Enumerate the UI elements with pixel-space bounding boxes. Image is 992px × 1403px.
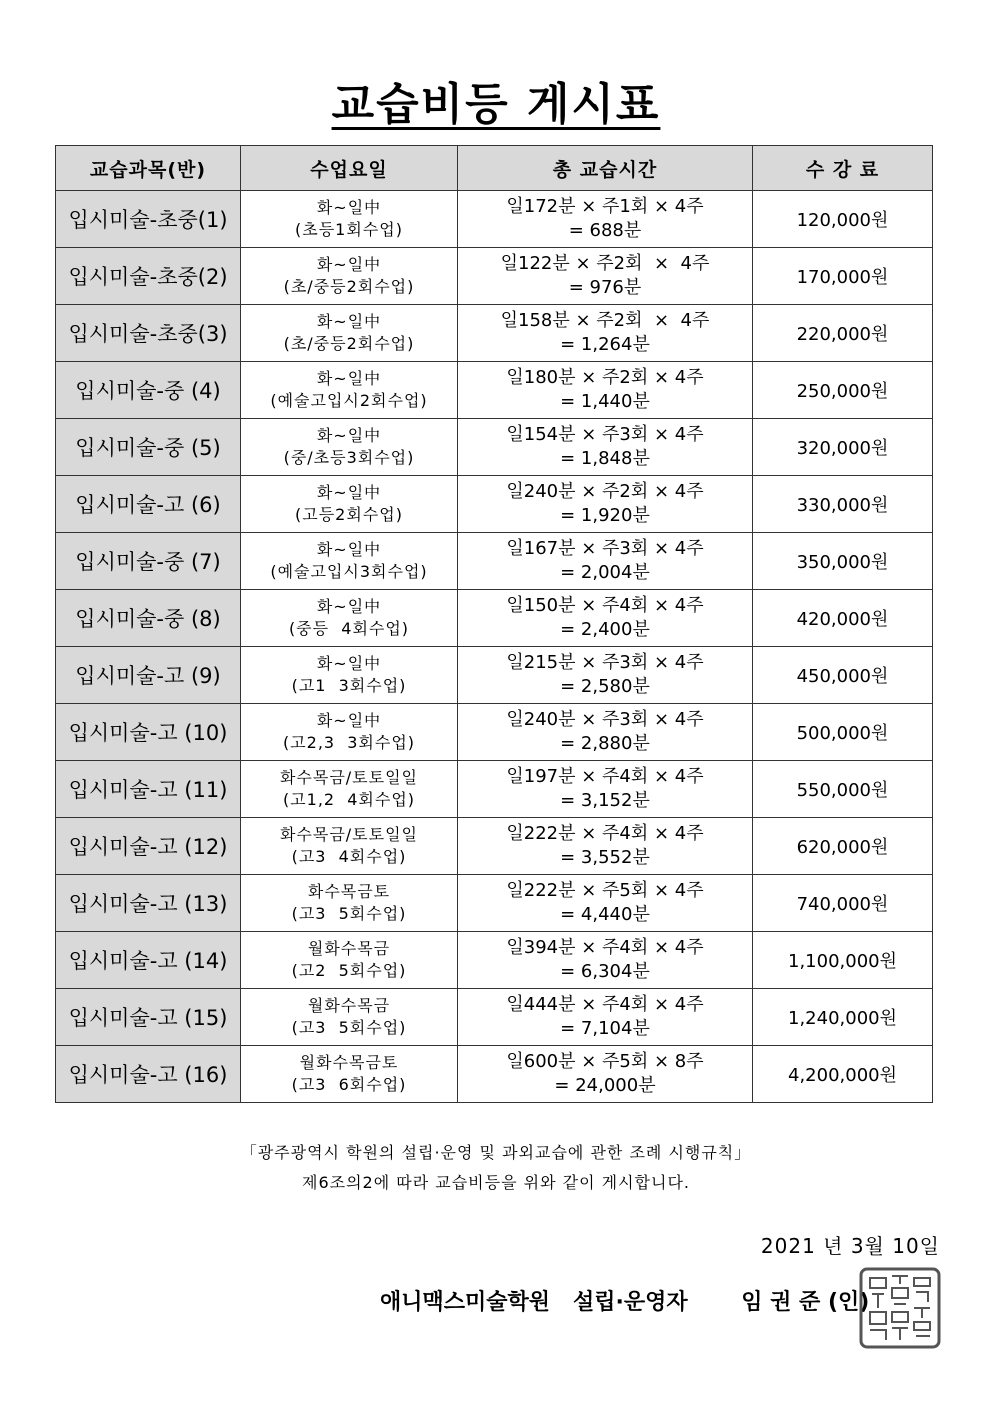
hours-cell bbox=[458, 191, 753, 248]
hours-formula: 일394분 × 주4회 × 4주 bbox=[506, 937, 704, 958]
hours-cell bbox=[458, 818, 753, 875]
days-note: (고3 5회수업) bbox=[291, 1018, 407, 1037]
fee-cell: 220,000원 bbox=[753, 305, 933, 362]
hours-total: = 2,400분 bbox=[560, 619, 650, 640]
hours-total: = 1,264분 bbox=[560, 334, 650, 355]
table-row bbox=[56, 818, 933, 875]
hours-formula: 일122분 × 주2회 × 4주 bbox=[500, 253, 710, 274]
days-text: 화~일中 bbox=[316, 711, 382, 730]
days-note: (예술고입시3회수업) bbox=[270, 562, 428, 581]
hours-total: = 4,440분 bbox=[560, 904, 650, 925]
hours-cell bbox=[458, 761, 753, 818]
days-text: 화~일中 bbox=[316, 540, 382, 559]
hours-cell bbox=[458, 647, 753, 704]
subject-cell: 입시미술-중 (8) bbox=[56, 590, 241, 647]
days-note: (예술고입시2회수업) bbox=[270, 391, 428, 410]
header-fee: 수 강 료 bbox=[753, 146, 933, 191]
days-cell bbox=[241, 533, 458, 590]
fee-table-body bbox=[56, 191, 933, 1103]
days-text: 화~일中 bbox=[316, 312, 382, 331]
table-row bbox=[56, 932, 933, 989]
hours-formula: 일197분 × 주4회 × 4주 bbox=[506, 766, 704, 787]
days-note: (고1 3회수업) bbox=[291, 676, 407, 695]
hours-total: = 24,000분 bbox=[554, 1075, 656, 1096]
fee-cell: 4,200,000원 bbox=[753, 1046, 933, 1103]
fee-cell: 620,000원 bbox=[753, 818, 933, 875]
subject-cell: 입시미술-고 (13) bbox=[56, 875, 241, 932]
subject-cell: 입시미술-고 (14) bbox=[56, 932, 241, 989]
hours-total: = 3,152분 bbox=[560, 790, 650, 811]
fee-cell: 420,000원 bbox=[753, 590, 933, 647]
days-text: 화수목금/토토일일 bbox=[279, 825, 419, 844]
days-cell bbox=[241, 590, 458, 647]
days-cell bbox=[241, 248, 458, 305]
days-cell bbox=[241, 818, 458, 875]
days-cell bbox=[241, 704, 458, 761]
days-text: 월화수목금토 bbox=[299, 1053, 399, 1072]
hours-total: = 1,848분 bbox=[560, 448, 650, 469]
days-text: 화수목금토 bbox=[307, 882, 391, 901]
hours-total: = 1,920분 bbox=[560, 505, 650, 526]
hours-formula: 일600분 × 주5회 × 8주 bbox=[506, 1051, 704, 1072]
hours-cell bbox=[458, 248, 753, 305]
fee-cell: 1,100,000원 bbox=[753, 932, 933, 989]
days-note: (고3 6회수업) bbox=[291, 1075, 407, 1094]
table-row bbox=[56, 362, 933, 419]
days-text: 화~일中 bbox=[316, 654, 382, 673]
fee-cell: 170,000원 bbox=[753, 248, 933, 305]
days-cell bbox=[241, 1046, 458, 1103]
hours-total: = 2,004분 bbox=[560, 562, 650, 583]
subject-cell: 입시미술-고 (15) bbox=[56, 989, 241, 1046]
fee-cell: 500,000원 bbox=[753, 704, 933, 761]
fee-cell: 550,000원 bbox=[753, 761, 933, 818]
table-row bbox=[56, 1046, 933, 1103]
subject-cell: 입시미술-중 (7) bbox=[56, 533, 241, 590]
days-note: (고2 5회수업) bbox=[291, 961, 407, 980]
hours-cell bbox=[458, 704, 753, 761]
hours-total: = 3,552분 bbox=[560, 847, 650, 868]
fee-cell: 120,000원 bbox=[753, 191, 933, 248]
days-text: 화~일中 bbox=[316, 597, 382, 616]
hours-formula: 일222분 × 주4회 × 4주 bbox=[506, 823, 704, 844]
hours-formula: 일158분 × 주2회 × 4주 bbox=[500, 310, 710, 331]
days-cell bbox=[241, 305, 458, 362]
hours-total: = 6,304분 bbox=[560, 961, 650, 982]
days-text: 화~일中 bbox=[316, 369, 382, 388]
days-note: (중등 4회수업) bbox=[288, 619, 410, 638]
days-text: 월화수목금 bbox=[307, 939, 391, 958]
days-note: (중/초등3회수업) bbox=[283, 448, 415, 467]
days-text: 화~일中 bbox=[316, 198, 382, 217]
hours-cell bbox=[458, 875, 753, 932]
hours-cell bbox=[458, 1046, 753, 1103]
days-note: (초/중등2회수업) bbox=[283, 277, 415, 296]
header-total-hours: 총 교습시간 bbox=[458, 146, 753, 191]
hours-formula: 일240분 × 주3회 × 4주 bbox=[506, 709, 704, 730]
official-seal-stamp bbox=[858, 1266, 942, 1350]
page-title-text: 교습비등 게시표 bbox=[331, 79, 661, 130]
table-row bbox=[56, 761, 933, 818]
days-cell bbox=[241, 647, 458, 704]
fee-cell: 320,000원 bbox=[753, 419, 933, 476]
hours-formula: 일167분 × 주3회 × 4주 bbox=[506, 538, 704, 559]
hours-formula: 일154분 × 주3회 × 4주 bbox=[506, 424, 704, 445]
page-title bbox=[0, 68, 992, 132]
hours-formula: 일215분 × 주3회 × 4주 bbox=[506, 652, 704, 673]
days-cell bbox=[241, 761, 458, 818]
days-text: 화수목금/토토일일 bbox=[279, 768, 419, 787]
subject-cell: 입시미술-중 (5) bbox=[56, 419, 241, 476]
days-note: (고3 4회수업) bbox=[291, 847, 407, 866]
hours-total: = 7,104분 bbox=[560, 1018, 650, 1039]
header-subject: 교습과목(반) bbox=[56, 146, 241, 191]
days-text: 화~일中 bbox=[316, 255, 382, 274]
days-cell bbox=[241, 476, 458, 533]
table-row bbox=[56, 590, 933, 647]
hours-formula: 일172분 × 주1회 × 4주 bbox=[506, 196, 704, 217]
days-cell bbox=[241, 932, 458, 989]
hours-cell bbox=[458, 419, 753, 476]
fee-cell: 330,000원 bbox=[753, 476, 933, 533]
fee-cell: 450,000원 bbox=[753, 647, 933, 704]
table-row bbox=[56, 248, 933, 305]
table-row bbox=[56, 704, 933, 761]
days-cell bbox=[241, 362, 458, 419]
hours-total: = 1,440분 bbox=[560, 391, 650, 412]
days-cell bbox=[241, 419, 458, 476]
subject-cell: 입시미술-중 (4) bbox=[56, 362, 241, 419]
subject-cell: 입시미술-고 (6) bbox=[56, 476, 241, 533]
fee-cell: 350,000원 bbox=[753, 533, 933, 590]
days-note: (고3 5회수업) bbox=[291, 904, 407, 923]
fee-cell: 740,000원 bbox=[753, 875, 933, 932]
subject-cell: 입시미술-고 (12) bbox=[56, 818, 241, 875]
hours-cell bbox=[458, 362, 753, 419]
table-row bbox=[56, 419, 933, 476]
hours-cell bbox=[458, 533, 753, 590]
table-row bbox=[56, 875, 933, 932]
hours-cell bbox=[458, 305, 753, 362]
posting-date: 2021 년 3월 10일 bbox=[760, 1234, 940, 1258]
legal-notice bbox=[0, 1138, 992, 1198]
days-cell bbox=[241, 191, 458, 248]
hours-formula: 일240분 × 주2회 × 4주 bbox=[506, 481, 704, 502]
hours-total: = 976분 bbox=[568, 277, 642, 298]
notice-line-2: 제6조의2에 따라 교습비등을 위와 같이 게시합니다. bbox=[302, 1173, 690, 1192]
table-row bbox=[56, 989, 933, 1046]
hours-total: = 688분 bbox=[568, 220, 642, 241]
subject-cell: 입시미술-고 (9) bbox=[56, 647, 241, 704]
hours-total: = 2,580분 bbox=[560, 676, 650, 697]
hours-cell bbox=[458, 989, 753, 1046]
fee-cell: 250,000원 bbox=[753, 362, 933, 419]
days-note: (고등2회수업) bbox=[295, 505, 403, 524]
table-header-row bbox=[56, 146, 933, 191]
table-row bbox=[56, 191, 933, 248]
days-cell bbox=[241, 875, 458, 932]
days-note: (초등1회수업) bbox=[295, 220, 403, 239]
table-row bbox=[56, 476, 933, 533]
hours-formula: 일444분 × 주4회 × 4주 bbox=[506, 994, 704, 1015]
days-note: (초/중등2회수업) bbox=[283, 334, 415, 353]
hours-total: = 2,880분 bbox=[560, 733, 650, 754]
hours-formula: 일222분 × 주5회 × 4주 bbox=[506, 880, 704, 901]
days-note: (고1,2 4회수업) bbox=[282, 790, 416, 809]
hours-formula: 일150분 × 주4회 × 4주 bbox=[506, 595, 704, 616]
fee-table bbox=[55, 145, 933, 1103]
subject-cell: 입시미술-초중(3) bbox=[56, 305, 241, 362]
days-text: 화~일中 bbox=[316, 426, 382, 445]
signature-line: 애니맥스미술학원 설립·운영자 임 권 준 (인) bbox=[380, 1290, 870, 1315]
hours-cell bbox=[458, 476, 753, 533]
table-row bbox=[56, 305, 933, 362]
notice-line-1: 「광주광역시 학원의 설립·운영 및 과외교습에 관한 조례 시행규칙」 bbox=[240, 1143, 752, 1162]
table-row bbox=[56, 647, 933, 704]
days-note: (고2,3 3회수업) bbox=[282, 733, 416, 752]
days-cell bbox=[241, 989, 458, 1046]
header-days: 수업요일 bbox=[241, 146, 458, 191]
days-text: 화~일中 bbox=[316, 483, 382, 502]
subject-cell: 입시미술-고 (16) bbox=[56, 1046, 241, 1103]
subject-cell: 입시미술-고 (11) bbox=[56, 761, 241, 818]
days-text: 월화수목금 bbox=[307, 996, 391, 1015]
subject-cell: 입시미술-초중(1) bbox=[56, 191, 241, 248]
fee-cell: 1,240,000원 bbox=[753, 989, 933, 1046]
hours-cell bbox=[458, 932, 753, 989]
table-row bbox=[56, 533, 933, 590]
subject-cell: 입시미술-초중(2) bbox=[56, 248, 241, 305]
hours-cell bbox=[458, 590, 753, 647]
subject-cell: 입시미술-고 (10) bbox=[56, 704, 241, 761]
hours-formula: 일180분 × 주2회 × 4주 bbox=[506, 367, 704, 388]
